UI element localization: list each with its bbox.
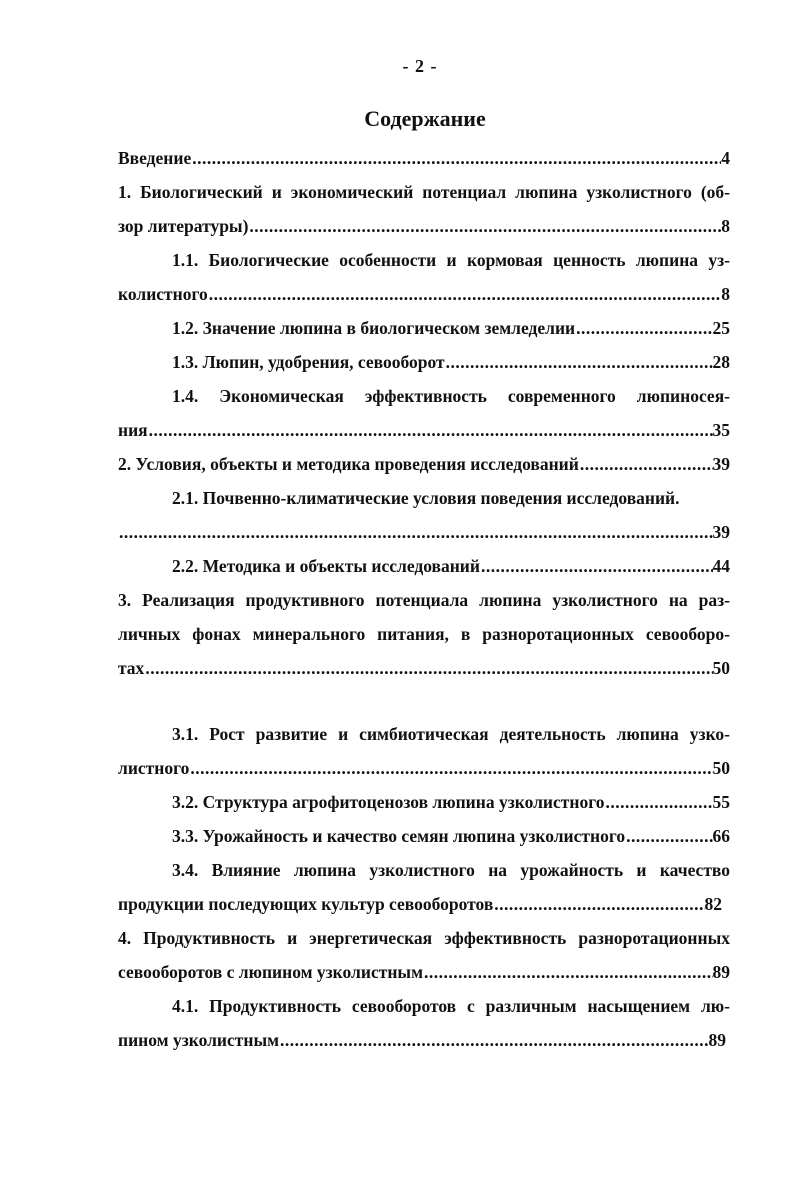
toc-entry-chapter-3[interactable]: 3. Реализация продуктивного потенциала люпина узколистного на раз- [118, 590, 730, 610]
toc-entry-text: севооборотов с люпином узколистным [118, 962, 423, 982]
toc-entry-text: 3.3. Урожайность и качество семян люпина узколистного [172, 826, 626, 846]
toc-leader-dots [579, 452, 713, 476]
toc-entry-section-1-4[interactable]: 1.4. Экономическая эффективность современного люпиносея- [172, 386, 730, 406]
toc-entry-section-3-2[interactable] [172, 790, 730, 814]
toc-entry-text: 1.3. Люпин, удобрения, севооборот [172, 352, 445, 372]
toc-entry-section-1-2[interactable] [172, 316, 730, 340]
toc-entry-section-1-3[interactable] [172, 350, 730, 374]
toc-entry-text: тах [118, 658, 145, 678]
toc-page-number: 44 [712, 556, 730, 576]
toc-page-number: 82 [704, 894, 722, 914]
toc-page-number: 4 [721, 148, 730, 168]
toc-entry-section-3-1-end[interactable] [118, 756, 730, 780]
toc-entry-text: пином узколистным [118, 1030, 280, 1050]
toc-entry-section-3-1[interactable]: 3.1. Рост развитие и симбиотическая деятельность люпина узко- [172, 724, 730, 744]
toc-entry-chapter-1[interactable]: 1. Биологический и экономический потенциал люпина узколистного (об- [118, 182, 730, 202]
toc-entry-section-2-1-end[interactable] [118, 520, 730, 544]
toc-entry-chapter-1-end[interactable] [118, 214, 730, 238]
toc-leader-dots [189, 756, 712, 780]
toc-page-number: 50 [712, 758, 730, 778]
toc-entry-text: продукции последующих культур севооборотов [118, 894, 494, 914]
toc-entry-text: Введение [118, 148, 192, 168]
toc-entry-chapter-4[interactable]: 4. Продуктивность и энергетическая эффективность разноротационных [118, 928, 730, 948]
toc-leader-dots [625, 824, 712, 848]
toc-leader-dots [493, 892, 704, 916]
toc-page-number: 89 [708, 1030, 726, 1050]
toc-entry-section-3-4[interactable]: 3.4. Влияние люпина узколистного на урожайность и качество [172, 860, 730, 880]
toc-leader-dots [575, 316, 712, 340]
toc-entry-chapter-2[interactable] [118, 452, 730, 476]
toc-page-number: 55 [712, 792, 730, 812]
toc-leader-dots [208, 282, 722, 306]
toc-page-number: 39 [712, 522, 730, 542]
toc-entry-text: ния [118, 420, 148, 440]
toc-entry-section-4-1-end[interactable] [118, 1028, 726, 1052]
toc-page-number: 28 [712, 352, 730, 372]
toc-entry-section-1-4-end[interactable] [118, 418, 730, 442]
toc-page-number: 25 [712, 318, 730, 338]
toc-leader-dots [445, 350, 713, 374]
toc-leader-dots [191, 146, 721, 170]
toc-entry-text: 2.2. Методика и объекты исследований [172, 556, 480, 576]
toc-entry-text: листного [118, 758, 190, 778]
toc-entry-text: зор литературы) [118, 216, 249, 236]
toc-entry-section-3-3[interactable] [172, 824, 730, 848]
toc-page-number: 35 [712, 420, 730, 440]
toc-page-number: 39 [712, 454, 730, 474]
toc-page-number: 89 [712, 962, 730, 982]
toc-page-number: 8 [721, 216, 730, 236]
toc-leader-dots [279, 1028, 708, 1052]
toc-leader-dots [423, 960, 713, 984]
toc-page-number: 8 [721, 284, 730, 304]
toc-page-number: 66 [712, 826, 730, 846]
page-number: - 2 - [402, 56, 438, 76]
toc-leader-dots [604, 790, 712, 814]
toc-entry-chapter-3-end[interactable] [118, 656, 730, 680]
toc-leader-dots [144, 656, 712, 680]
toc-leader-dots [118, 520, 713, 544]
toc-entry-text: 3.2. Структура агрофитоценозов люпина узколистного [172, 792, 605, 812]
toc-entry-chapter-4-end[interactable] [118, 960, 730, 984]
toc-entry-section-1-1[interactable]: 1.1. Биологические особенности и кормовая ценность люпина уз- [172, 250, 730, 270]
toc-entry-text: 2. Условия, объекты и методика проведения исследований [118, 454, 579, 474]
toc-entry-section-3-4-end[interactable] [118, 892, 722, 916]
toc-entry-text: колистного [118, 284, 208, 304]
toc-leader-dots [248, 214, 721, 238]
toc-entry-chapter-3-line-2[interactable]: личных фонах минерального питания, в разноротационных севооборо- [118, 624, 730, 644]
toc-entry-section-2-1[interactable]: 2.1. Почвенно-климатические условия поведения исследований. [172, 488, 680, 508]
toc-entry-text: 1.2. Значение люпина в биологическом земледелии [172, 318, 576, 338]
toc-entry-section-4-1[interactable]: 4.1. Продуктивность севооборотов с различным насыщением лю- [172, 996, 730, 1016]
toc-entry-section-2-2[interactable] [172, 554, 730, 578]
toc-page-number: 50 [712, 658, 730, 678]
toc-entry-section-1-1-end[interactable] [118, 282, 730, 306]
toc-leader-dots [480, 554, 713, 578]
toc-leader-dots [148, 418, 713, 442]
page-title: Содержание [364, 106, 486, 131]
toc-entry-introduction[interactable] [118, 146, 730, 170]
